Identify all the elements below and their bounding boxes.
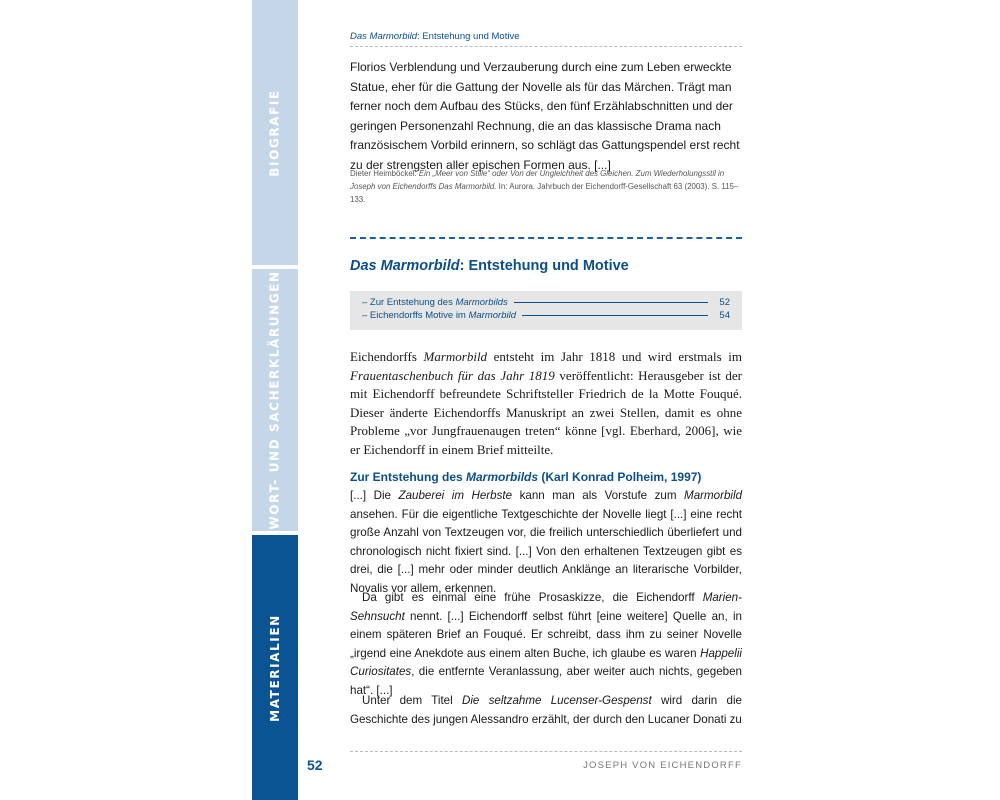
paragraph-text: [...] Die xyxy=(350,489,399,502)
intro-italic: Marmorbild xyxy=(423,349,488,364)
subheading xyxy=(350,470,742,484)
intro-text: entsteht im Jahr 1818 und wird erstmals im xyxy=(487,349,742,364)
toc-leader-line xyxy=(522,315,708,316)
section-divider xyxy=(350,237,742,239)
paragraph-italic: Marien-Sehnsucht xyxy=(350,591,742,623)
paragraph-italic: Marmorbild xyxy=(684,489,743,502)
subheading-italic: Marmorbilds xyxy=(466,470,539,484)
toc-entry[interactable] xyxy=(362,310,730,323)
paragraph-text: wird darin die Geschichte des jungen Alessandro erzählt, der durch den Lucaner Donati zu xyxy=(350,694,742,726)
toc-entry[interactable] xyxy=(362,297,730,310)
running-header xyxy=(350,31,742,42)
source-citation xyxy=(350,167,742,206)
intro-italic: Frauentaschenbuch für das Jahr 1819 xyxy=(350,367,555,383)
running-header-rest: : Entstehung und Motive xyxy=(417,31,520,42)
toc-entry-italic: Marmorbilds xyxy=(455,297,508,308)
intro-paragraph xyxy=(350,348,742,459)
toc-box xyxy=(350,291,742,330)
toc-entry-prefix: – Zur Entstehung des xyxy=(362,297,456,308)
section-title-rest: : Entstehung und Motive xyxy=(459,258,629,274)
toc-page-number: 54 xyxy=(719,310,730,321)
body-paragraph xyxy=(350,589,742,701)
page-number: 52 xyxy=(307,757,323,773)
intro-text: Eichendorffs xyxy=(350,349,424,364)
body-paragraph xyxy=(350,692,742,729)
tab-materialien[interactable] xyxy=(252,535,298,800)
paragraph-text: , die entfernte Veranlassung, aber weiter auch nichts, gegeben hat“. [...] xyxy=(350,665,742,697)
footer-author: JOSEPH VON EICHENDORFF xyxy=(583,760,742,771)
paragraph-text: nennt. [...] Eichendorff selbst führt [eine weitere] Quelle an, in einem späteren Brief an Fouqué. Er schreibt, dass ihm zu seiner Novelle „irgend eine Anekdote aus einem alten Buche, ich glaube es waren xyxy=(350,609,742,660)
toc-entry-prefix: – Eichendorffs Motive im xyxy=(362,310,469,321)
section-title-italic: Das Marmorbild xyxy=(350,258,460,274)
footer-divider xyxy=(350,751,742,752)
subheading-text: Zur Entstehung des xyxy=(350,470,467,484)
side-tab-strip xyxy=(252,0,298,800)
source-title: Ein „Meer von Stille“ oder Von der Ungleichheit des Gleichen. Zum Wiederholungsstil in Joseph von Eichendorffs Das Marmorbild. xyxy=(350,169,725,191)
toc-entry-text xyxy=(362,297,508,308)
tab-wort-und-sacherklaerungen[interactable] xyxy=(252,269,298,531)
subheading-text: (Karl Konrad Polheim, 1997) xyxy=(538,470,702,484)
paragraph-text: kann man als Vorstufe zum xyxy=(512,489,685,502)
header-divider xyxy=(350,46,742,47)
tab-materialien-label: MATERIALIEN xyxy=(268,613,282,722)
source-publication: In: Aurora. Jahrbuch der Eichendorff-Gesellschaft 63 (2003). S. 115–133. xyxy=(350,182,739,204)
section-title xyxy=(350,258,742,274)
tab-wort-und-sacherklaerungen-label: WORT- UND SACHERKLÄRUNGEN xyxy=(268,270,282,530)
body-paragraph xyxy=(350,487,742,599)
paragraph-text: ansehen. Für die eigentliche Textgeschichte der Novelle liegt [...] eine recht große Anzahl von Textzeugen vor, die freilich unterschiedlich überliefert und chronologisch nicht fixiert sind. [...] Von den erhaltenen Textzeugen gibt es drei, die [...] mehr oder minder deutlich Anklänge an literarische Vorbilder, Novalis vor allem, erkennen. xyxy=(350,507,742,595)
source-author: Dieter Heimböckel: xyxy=(350,169,419,178)
paragraph-text: Da gibt es einmal eine frühe Prosaskizze, die Eichendorff xyxy=(362,591,703,604)
tab-biografie[interactable] xyxy=(252,0,298,265)
toc-page-number: 52 xyxy=(719,297,730,308)
quote-text: Florios Verblendung und Verzauberung durch eine zum Leben erweckte Statue, eher für die Gattung der Novelle als für das Märchen. Trägt man ferner noch dem Aufbau des Stücks, den fünf Erzählabschnitten und der geringen Personenzahl Rechnung, die an das klassische Drama nach französischem Vorbild erinnern, so schlägt das Gattungspendel erst recht zu der strengsten aller epischen Formen aus. [...] xyxy=(350,60,740,172)
paragraph-italic: Happelii Curiositates xyxy=(350,646,742,679)
toc-entry-italic: Marmorbild xyxy=(468,310,516,321)
intro-text: veröffentlicht: Herausgeber ist der mit Eichendorff befreundete Schriftsteller Friedrich de la Motte Fouqué. Dieser änderte Eichendorffs Manuskript an zwei Stellen, damit es ohne Probleme „vor Jungfrauenaugen treten“ könne [vgl. Eberhard, 2006], wie er Eichendorff in einem Brief mitteilte. xyxy=(350,367,742,457)
paragraph-italic: Zauberei im Herbste xyxy=(398,489,513,502)
toc-entry-text xyxy=(362,310,516,321)
paragraph-text: Unter dem Titel xyxy=(362,694,462,707)
running-header-italic: Das Marmorbild xyxy=(350,31,418,42)
tab-biografie-label: BIOGRAFIE xyxy=(268,88,283,177)
paragraph-italic: Die seltzahme Lucenser-Gespenst xyxy=(461,694,652,707)
toc-leader-line xyxy=(514,302,708,303)
